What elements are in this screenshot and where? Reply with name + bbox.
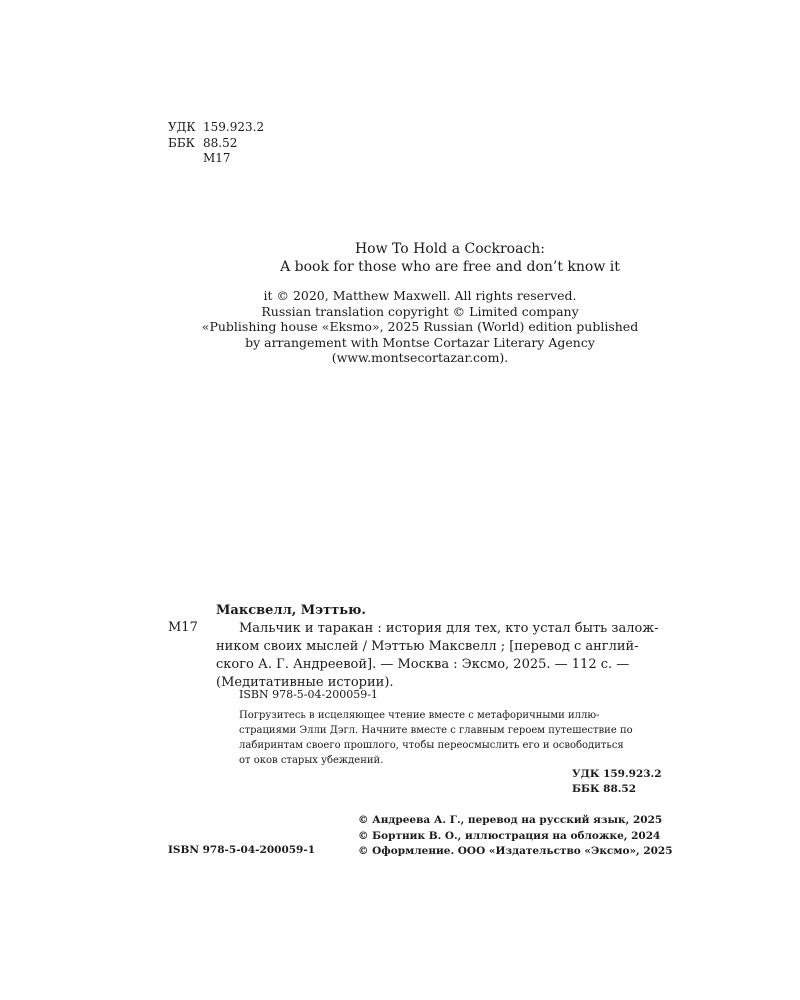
record-line: ского А. Г. Андреевой]. — Москва : Эксмо, 2025. — 112 с. — bbox=[216, 657, 630, 672]
original-title-line-1: How To Hold a Cockroach: bbox=[354, 241, 546, 257]
record-description bbox=[216, 620, 658, 692]
copyright-notices bbox=[358, 813, 673, 860]
udk-value: 159.923.2 bbox=[203, 120, 265, 134]
bbk-value: 88.52 bbox=[203, 135, 238, 150]
rights-line: (www.montsecortazar.com). bbox=[331, 350, 509, 365]
record-line: ником своих мыслей / Мэттью Максвелл ; [перевод с англий- bbox=[216, 639, 639, 654]
record-line: Мальчик и таракан : история для тех, кто устал быть залож- bbox=[239, 621, 659, 636]
classification-codes bbox=[168, 120, 264, 167]
udk-label: УДК bbox=[168, 120, 196, 134]
record-line: (Медитативные истории). bbox=[216, 675, 394, 690]
rights-line: «Publishing house «Eksmo», 2025 Russian (World) edition published bbox=[201, 319, 639, 334]
bbk-code-right: ББК 88.52 bbox=[572, 783, 637, 795]
annotation-line: страциями Элли Дэгл. Начните вместе с главным героем путешествие по bbox=[239, 725, 633, 736]
bbk-row bbox=[168, 136, 264, 152]
rights-line: Russian translation copyright © Limited company bbox=[261, 303, 579, 319]
rights-line: it © 2020, Matthew Maxwell. All rights reserved. bbox=[263, 288, 577, 303]
bbk-label: ББК bbox=[168, 135, 195, 150]
annotation bbox=[239, 708, 659, 768]
copyright-line: © Оформление. ООО «Издательство «Эксмо», 2025 bbox=[358, 845, 673, 857]
classification-codes-right bbox=[572, 767, 662, 797]
annotation-line: Погрузитесь в исцеляющее чтение вместе с метафоричными иллю- bbox=[239, 710, 600, 721]
udk-row bbox=[168, 120, 264, 136]
author-mark-row bbox=[168, 151, 264, 167]
copyright-line: © Андреева А. Г., перевод на русский язык, 2025 bbox=[358, 814, 663, 826]
copyright-line: © Бортник В. О., иллюстрация на обложке, 2024 bbox=[358, 829, 661, 842]
isbn-bottom: ISBN 978-5-04-200059-1 bbox=[168, 844, 316, 856]
rights-statement bbox=[150, 288, 690, 366]
udk-code-right: УДК 159.923.2 bbox=[572, 768, 662, 780]
record-author: Максвелл, Мэттью. bbox=[216, 603, 366, 618]
rights-line: by arrangement with Montse Cortazar Literary Agency bbox=[245, 334, 595, 350]
author-mark: М17 bbox=[203, 151, 231, 165]
annotation-line: от оков старых убеждений. bbox=[239, 755, 384, 766]
record-isbn: ISBN 978-5-04-200059-1 bbox=[239, 688, 378, 701]
original-title bbox=[150, 240, 750, 276]
original-title-line-2: A book for those who are free and don’t know it bbox=[280, 259, 620, 275]
record-mark: М17 bbox=[168, 620, 198, 635]
annotation-line: лабиринтам своего прошлого, чтобы переосмыслить его и освободиться bbox=[239, 740, 624, 751]
